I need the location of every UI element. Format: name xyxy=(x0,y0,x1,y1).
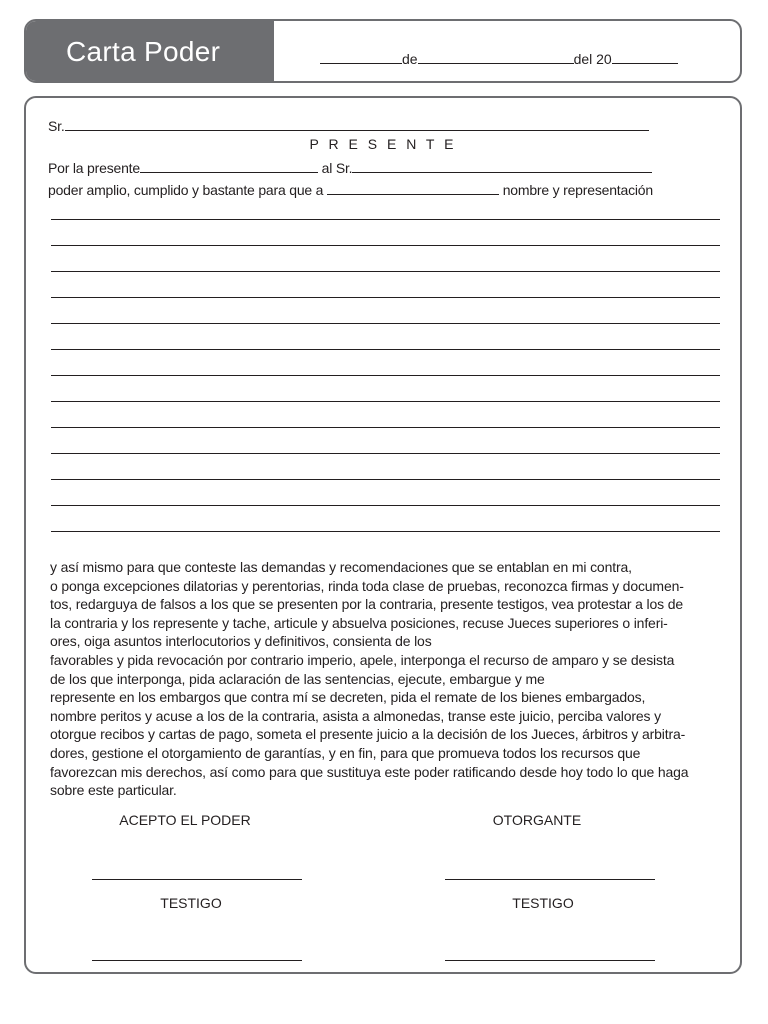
por-la-presente-label: Por la presente xyxy=(48,160,140,176)
writing-line[interactable] xyxy=(51,401,720,402)
paragraph-line: represente en los embargos que contra mí se decreten, pida el remate de los bienes embargados, xyxy=(50,689,646,706)
month-blank[interactable] xyxy=(418,51,574,64)
al-sr-label: al Sr. xyxy=(321,160,353,176)
paragraph-line: nombre peritos y acuse a los de la contraria, asista a almonedas, transe este juicio, perciba valores y xyxy=(50,707,661,724)
paragraph-line: de los que interponga, pida aclaración de las sentencias, ejecute, embargue y me xyxy=(50,670,545,687)
writing-line[interactable] xyxy=(51,453,720,454)
paragraph-line: tos, redarguya de falsos a los que se presenten por la contraria, presente testigos, vea protestar a los de xyxy=(50,596,683,613)
writing-line[interactable] xyxy=(51,349,720,350)
date-line xyxy=(320,51,678,67)
paragraph-line: y así mismo para que conteste las demandas y recomendaciones que se entablan en mi contra, xyxy=(50,559,632,575)
testigo-right-label: TESTIGO xyxy=(512,895,574,911)
sr-line xyxy=(48,118,649,134)
paragraph-line: la contraria y los represente y tache, articule y absuelva posiciones, recuse Jueces superiores o inferi- xyxy=(50,614,668,631)
writing-line[interactable] xyxy=(51,271,720,272)
date-de-label: de xyxy=(402,51,418,67)
purpose-blank[interactable] xyxy=(327,182,499,195)
paragraph-line: o ponga excepciones dilatorias y perentorias, rinda toda clase de pruebas, reconozca firmas y documen- xyxy=(50,577,684,594)
writing-line[interactable] xyxy=(51,245,720,246)
attorney-blank[interactable] xyxy=(352,160,652,173)
otorgante-signature-line[interactable] xyxy=(445,879,655,880)
nombre-representacion-label: nombre y representación xyxy=(502,182,653,198)
powers-paragraph xyxy=(50,558,720,800)
writing-line[interactable] xyxy=(51,505,720,506)
paragraph-line: otorgue recibos y cartas de pago, someta el presente juicio a la decisión de los Jueces, árbitros y arbitra- xyxy=(50,726,686,743)
title-box xyxy=(26,21,274,81)
form-body xyxy=(24,96,742,974)
writing-line[interactable] xyxy=(51,219,720,220)
testigo-right-signature-line[interactable] xyxy=(445,960,655,961)
writing-line[interactable] xyxy=(51,375,720,376)
date-del-label: del 20 xyxy=(573,51,612,67)
writing-line[interactable] xyxy=(51,531,720,532)
acepto-el-poder-label: ACEPTO EL PODER xyxy=(119,812,251,828)
writing-line[interactable] xyxy=(51,323,720,324)
paragraph-line: ores, oiga asuntos interlocutorios y definitivos, consienta de los xyxy=(50,633,432,650)
poder-amplio-label: poder amplio, cumplido y bastante para que a xyxy=(48,182,324,198)
testigo-left-label: TESTIGO xyxy=(160,895,222,911)
presente-heading: P R E S E N T E xyxy=(309,136,457,152)
poder-amplio-line xyxy=(48,182,653,198)
writing-line[interactable] xyxy=(51,479,720,480)
paragraph-line: favorezcan mis derechos, así como para que sustituya este poder ratificando desde hoy todo lo que haga xyxy=(50,763,689,780)
grantor-blank[interactable] xyxy=(140,160,318,173)
paragraph-line: dores, gestione el otorgamiento de garantías, y en fin, para que promueva todos los recursos que xyxy=(50,744,641,761)
sr-name-blank[interactable] xyxy=(65,118,649,131)
acepto-signature-line[interactable] xyxy=(92,879,302,880)
header-bar xyxy=(24,19,742,83)
paragraph-line: sobre este particular. xyxy=(50,782,177,799)
writing-line[interactable] xyxy=(51,427,720,428)
sr-label: Sr. xyxy=(48,118,65,134)
year-blank[interactable] xyxy=(612,51,678,64)
day-blank[interactable] xyxy=(320,51,402,64)
testigo-left-signature-line[interactable] xyxy=(92,960,302,961)
por-la-presente-line xyxy=(48,160,652,176)
document-title: Carta Poder xyxy=(66,36,221,67)
writing-line[interactable] xyxy=(51,297,720,298)
otorgante-label: OTORGANTE xyxy=(492,812,582,828)
paragraph-line: favorables y pida revocación por contrario imperio, apele, interponga el recurso de amparo y se desista xyxy=(50,651,675,668)
